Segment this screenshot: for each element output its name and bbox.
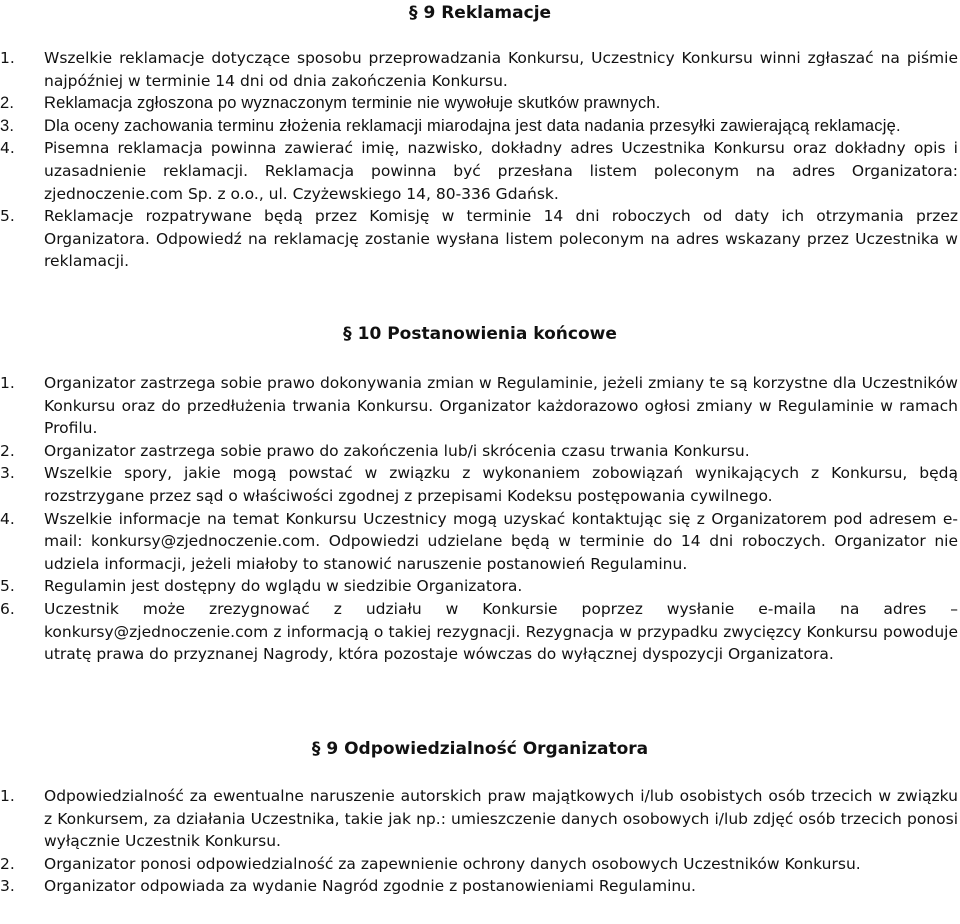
list-item: 3. Dla oceny zachowania terminu złożenia reklamacji miarodajna jest data nadania przesyłki zawierającą reklamację. — [0, 116, 901, 135]
section-title: § 9 Reklamacje — [408, 3, 552, 23]
list-item: 5. Regulamin jest dostępny do wglądu w siedzibie Organizatora. — [0, 577, 523, 596]
list-item: 5. Reklamacje rozpatrywane będą przez Komisję w terminie 14 dni roboczych od daty ich otrzymania przez Organizatora. Odpowiedź na reklamację zostanie wysłana listem poleconym na adres wskazany przez Uczestnika w reklamacji. — [0, 207, 958, 271]
section-title: § 9 Odpowiedzialność Organizatora — [311, 739, 649, 759]
section-list — [0, 372, 958, 666]
list-item: 4. Wszelkie informacje na temat Konkursu Uczestnicy mogą uzyskać kontaktując się z Organizatorem pod adresem e-mail: konkursy@zjednoczenie.com. Odpowiedzi udzielane będą w terminie do 14 dni roboczych. Organizator nie udziela informacji, jeżeli miałoby to stanowić naruszenie postanowień Regulaminu. — [0, 509, 958, 573]
section-mark-icon: § — [343, 324, 352, 344]
section-mark-icon: § — [311, 739, 321, 759]
list-item: 6. Uczestnik może zrezygnować z udziału w Konkursie poprzez wysłanie e-maila na adres – konkursy@zjednoczenie.com z informacją o takiej rezygnacji. Rezygnacja w przypadku zwycięzcy Konkursu powoduje utratę prawa do przyznanej Nagrody, która pozostaje wówczas do wyłącznej dyspozycji Organizatora. — [0, 599, 958, 664]
list-item: 2. Reklamacja zgłoszona po wyznaczonym terminie nie wywołuje skutków prawnych. — [0, 94, 661, 113]
list-item: 2. Organizator ponosi odpowiedzialność za zapewnienie ochrony danych osobowych Uczestników Konkursu. — [0, 854, 861, 873]
list-item: 1. Odpowiedzialność za ewentualne naruszenie autorskich praw majątkowych i/lub osobistych osób trzecich w związku z Konkursem, za działania Uczestnika, takie jak np.: umieszczenie danych osobowych i/lub zdjęć osób trzecich ponosi wyłącznie Uczestnik Konkursu. — [0, 787, 958, 851]
section-title: § 10 Postanowienia końcowe — [343, 324, 617, 344]
list-item: 1. Wszelkie reklamacje dotyczące sposobu przeprowadzania Konkursu, Uczestnicy Konkursu winni zgłaszać na piśmie najpóźniej w terminie 14 dni od dnia zakończenia Konkursu. — [0, 49, 958, 90]
list-item: 4. Pisemna reklamacja powinna zawierać imię, nazwisko, dokładny adres Uczestnika Konkursu oraz dokładny opis i uzasadnienie reklamacji. Reklamacja powinna być przesłana listem poleconym na adres Organizatora: zjednoczenie.com Sp. z o.o., ul. Czyżewskiego 14, 80-336 Gdańsk. — [0, 139, 958, 203]
list-item: 1. Organizator zastrzega sobie prawo dokonywania zmian w Regulaminie, jeżeli zmiany te są korzystne dla Uczestników Konkursu oraz do przedłużenia trwania Konkursu. Organizator każdorazowo ogłosi zmiany w Regulaminie w ramach Profilu. — [0, 374, 958, 438]
list-item: 3. Organizator odpowiada za wydanie Nagród zgodnie z postanowieniami Regulaminu. — [0, 877, 696, 896]
section-mark-icon: § — [408, 3, 418, 23]
section-list — [0, 47, 958, 273]
list-item: 3. Wszelkie spory, jakie mogą powstać w związku z wykonaniem zobowiązań wynikających z Konkursu, będą rozstrzygane przez sąd o właściwości zgodnej z przepisami Kodeksu postępowania cywilnego. — [0, 464, 958, 505]
section-list — [0, 785, 958, 898]
list-item: 2. Organizator zastrzega sobie prawo do zakończenia lub/i skrócenia czasu trwania Konkursu. — [0, 441, 750, 460]
